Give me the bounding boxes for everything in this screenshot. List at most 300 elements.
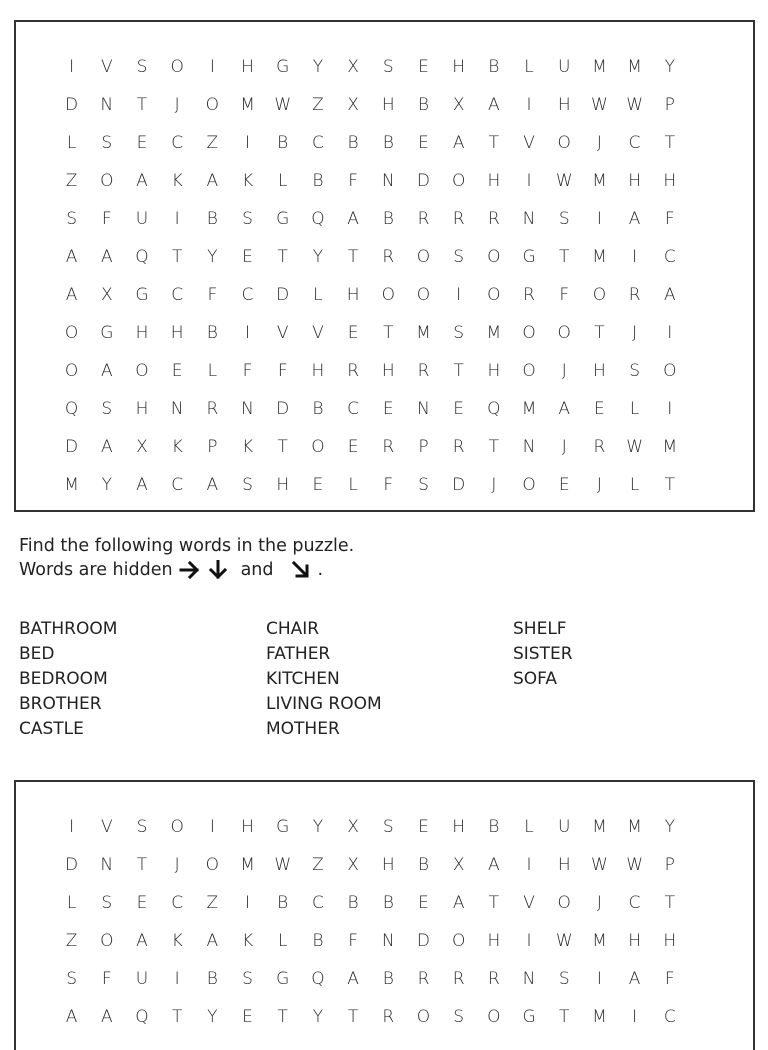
- grid-letter: B: [277, 133, 289, 153]
- grid-letter: Y: [664, 817, 675, 837]
- grid-letter: X: [136, 437, 148, 457]
- grid-letter: D: [276, 399, 290, 419]
- grid-letter: N: [522, 969, 536, 989]
- grid-letter: F: [559, 285, 570, 305]
- letter-grid: [54, 56, 687, 512]
- grid-letter: E: [347, 437, 359, 457]
- grid-letter: A: [100, 247, 113, 267]
- grid-letter: I: [174, 209, 180, 229]
- grid-letter: H: [452, 57, 466, 77]
- word-item: BED: [19, 644, 55, 664]
- grid-letter: F: [383, 475, 394, 495]
- word-item: SOFA: [513, 669, 558, 689]
- grid-letter: E: [242, 1007, 253, 1027]
- grid-letter: S: [101, 893, 113, 913]
- grid-letter: O: [416, 247, 431, 267]
- grid-letter: I: [245, 323, 251, 343]
- grid-letter: H: [241, 57, 254, 77]
- grid-letter: A: [65, 1007, 78, 1027]
- grid-letter: B: [382, 969, 394, 989]
- grid-letter: X: [452, 95, 465, 115]
- grid-letter: U: [135, 969, 149, 989]
- grid-letter: T: [136, 95, 148, 115]
- grid-letter: Y: [312, 817, 324, 837]
- grid-letter: S: [418, 475, 429, 495]
- grid-letter: T: [453, 361, 464, 381]
- grid-letter: N: [381, 931, 395, 951]
- instructions-line-2: [19, 558, 354, 582]
- grid-letter: A: [206, 475, 219, 495]
- grid-letter: D: [65, 437, 79, 457]
- grid-letter: M: [521, 399, 537, 419]
- grid-letter: S: [66, 209, 77, 229]
- grid-letter: H: [452, 817, 466, 837]
- grid-letter: Q: [487, 399, 501, 419]
- grid-letter: L: [277, 171, 288, 191]
- grid-letter: E: [418, 817, 429, 837]
- grid-letter: A: [663, 285, 676, 305]
- grid-letter: H: [135, 323, 149, 343]
- word-list-column-3: [513, 617, 573, 692]
- grid-letter: B: [382, 893, 394, 913]
- grid-letter: S: [101, 133, 113, 153]
- grid-letter: R: [347, 361, 359, 381]
- grid-letter: M: [592, 817, 607, 837]
- grid-letter: G: [522, 1007, 536, 1027]
- grid-letter: O: [64, 361, 79, 381]
- grid-letter: A: [347, 209, 359, 229]
- word-item: BROTHER: [19, 694, 102, 714]
- word-list-column-2: [266, 617, 382, 742]
- grid-letter: A: [488, 855, 500, 875]
- grid-row: [54, 892, 687, 930]
- grid-letter: H: [487, 171, 501, 191]
- grid-letter: L: [207, 361, 218, 381]
- grid-letter: G: [522, 247, 536, 267]
- grid-letter: J: [174, 95, 180, 115]
- word-item: BATHROOM: [19, 619, 118, 639]
- grid-row: [54, 284, 687, 322]
- word-item: LIVING ROOM: [266, 694, 382, 714]
- grid-letter: F: [348, 171, 358, 191]
- grid-letter: S: [242, 969, 253, 989]
- grid-letter: A: [206, 931, 219, 951]
- grid-letter: A: [452, 893, 465, 913]
- grid-letter: G: [276, 209, 290, 229]
- grid-letter: E: [418, 133, 429, 153]
- grid-letter: J: [174, 855, 180, 875]
- grid-letter: I: [526, 931, 532, 951]
- grid-letter: M: [64, 475, 79, 495]
- grid-letter: S: [242, 475, 253, 495]
- grid-letter: F: [664, 209, 675, 229]
- down-arrow-icon: [207, 560, 229, 580]
- grid-letter: O: [170, 817, 184, 837]
- grid-letter: R: [628, 285, 641, 305]
- grid-letter: B: [347, 893, 359, 913]
- grid-letter: A: [100, 437, 113, 457]
- word-item: SISTER: [513, 644, 573, 664]
- grid-letter: A: [347, 969, 359, 989]
- grid-letter: B: [417, 855, 430, 875]
- grid-letter: H: [311, 361, 325, 381]
- grid-letter: I: [632, 247, 638, 267]
- grid-letter: N: [522, 437, 536, 457]
- grid-letter: T: [347, 1007, 359, 1027]
- grid-row: [54, 816, 687, 854]
- grid-letter: I: [596, 209, 602, 229]
- grid-letter: B: [312, 399, 324, 419]
- grid-row: [54, 132, 687, 170]
- grid-letter: W: [626, 437, 643, 457]
- grid-letter: R: [452, 969, 465, 989]
- grid-letter: J: [561, 437, 567, 457]
- grid-letter: Z: [65, 171, 78, 191]
- grid-letter: O: [592, 285, 607, 305]
- word-item: MOTHER: [266, 719, 340, 739]
- grid-letter: Q: [311, 209, 325, 229]
- grid-letter: O: [487, 1007, 501, 1027]
- grid-letter: K: [171, 437, 183, 457]
- grid-letter: M: [627, 57, 642, 77]
- grid-letter: J: [561, 361, 567, 381]
- grid-letter: M: [627, 817, 642, 837]
- grid-letter: S: [453, 323, 465, 343]
- grid-letter: D: [276, 285, 290, 305]
- grid-letter: Q: [311, 969, 325, 989]
- grid-letter: A: [206, 171, 219, 191]
- grid-row: [54, 930, 687, 968]
- grid-letter: E: [136, 133, 148, 153]
- grid-letter: V: [100, 817, 113, 837]
- grid-letter: H: [381, 95, 395, 115]
- grid-letter: R: [382, 247, 395, 267]
- instructions-text: Find the following words in the puzzle.: [19, 536, 355, 556]
- grid-letter: E: [136, 893, 148, 913]
- grid-letter: K: [241, 437, 254, 457]
- grid-letter: M: [592, 57, 607, 77]
- grid-letter: Y: [312, 1007, 324, 1027]
- grid-letter: G: [276, 969, 290, 989]
- grid-letter: O: [522, 361, 536, 381]
- grid-row: [54, 436, 687, 474]
- grid-letter: R: [487, 209, 500, 229]
- grid-letter: N: [100, 855, 114, 875]
- grid-letter: L: [66, 893, 77, 913]
- grid-letter: G: [276, 817, 290, 837]
- grid-letter: A: [65, 247, 78, 267]
- grid-letter: B: [347, 133, 359, 153]
- grid-row: [54, 322, 687, 360]
- grid-letter: X: [347, 57, 359, 77]
- grid-letter: Y: [101, 475, 112, 495]
- grid-letter: K: [241, 931, 254, 951]
- grid-letter: S: [382, 57, 394, 77]
- grid-letter: S: [382, 817, 394, 837]
- grid-letter: E: [382, 399, 394, 419]
- instructions-text: .: [317, 560, 324, 580]
- grid-letter: A: [136, 475, 148, 495]
- grid-letter: F: [277, 361, 288, 381]
- grid-letter: V: [523, 133, 535, 153]
- grid-letter: T: [383, 323, 394, 343]
- grid-letter: W: [274, 95, 292, 115]
- grid-letter: O: [416, 1007, 431, 1027]
- grid-letter: I: [526, 95, 532, 115]
- grid-letter: R: [417, 361, 430, 381]
- grid-letter: O: [451, 171, 466, 191]
- grid-letter: B: [417, 95, 430, 115]
- grid-letter: T: [664, 475, 675, 495]
- grid-letter: H: [135, 399, 149, 419]
- grid-letter: Q: [135, 1007, 149, 1027]
- grid-letter: M: [486, 323, 502, 343]
- grid-letter: B: [277, 893, 289, 913]
- letter-grid: [54, 816, 687, 1044]
- grid-letter: T: [277, 437, 288, 457]
- grid-letter: E: [418, 57, 429, 77]
- grid-letter: E: [242, 247, 253, 267]
- grid-letter: B: [312, 931, 324, 951]
- grid-letter: S: [629, 361, 640, 381]
- grid-letter: O: [663, 361, 677, 381]
- grid-letter: C: [628, 893, 641, 913]
- grid-letter: T: [347, 247, 359, 267]
- grid-letter: N: [241, 399, 254, 419]
- grid-letter: R: [452, 209, 465, 229]
- grid-row: [54, 1006, 687, 1044]
- grid-letter: X: [452, 855, 465, 875]
- grid-letter: T: [488, 437, 500, 457]
- grid-letter: B: [382, 133, 394, 153]
- grid-letter: L: [524, 57, 534, 77]
- grid-letter: N: [170, 399, 184, 419]
- grid-letter: Z: [206, 133, 219, 153]
- grid-letter: B: [488, 817, 500, 837]
- grid-letter: C: [311, 893, 324, 913]
- grid-letter: N: [381, 171, 395, 191]
- grid-letter: G: [135, 285, 149, 305]
- grid-letter: J: [491, 475, 497, 495]
- grid-letter: P: [418, 437, 429, 457]
- grid-letter: K: [241, 171, 254, 191]
- grid-letter: W: [591, 95, 608, 115]
- grid-letter: B: [312, 171, 324, 191]
- grid-letter: R: [382, 1007, 395, 1027]
- grid-letter: T: [171, 1007, 183, 1027]
- grid-letter: A: [136, 171, 148, 191]
- grid-letter: A: [628, 969, 641, 989]
- grid-letter: O: [557, 893, 571, 913]
- grid-letter: L: [348, 475, 358, 495]
- grid-letter: O: [522, 475, 536, 495]
- grid-letter: L: [66, 133, 77, 153]
- grid-letter: D: [65, 95, 79, 115]
- grid-letter: T: [488, 893, 500, 913]
- grid-letter: A: [100, 1007, 113, 1027]
- word-item: CASTLE: [19, 719, 84, 739]
- grid-letter: Y: [207, 247, 218, 267]
- grid-letter: I: [667, 323, 673, 343]
- grid-letter: C: [241, 285, 254, 305]
- grid-letter: S: [101, 399, 113, 419]
- grid-row: [54, 208, 687, 246]
- grid-letter: H: [381, 855, 395, 875]
- grid-letter: H: [487, 931, 501, 951]
- grid-letter: U: [557, 57, 571, 77]
- grid-letter: O: [557, 133, 571, 153]
- grid-letter: C: [171, 475, 184, 495]
- grid-letter: I: [174, 969, 180, 989]
- grid-letter: I: [209, 57, 215, 77]
- grid-letter: S: [66, 969, 77, 989]
- grid-letter: T: [594, 323, 605, 343]
- grid-letter: O: [416, 285, 431, 305]
- grid-letter: O: [487, 247, 501, 267]
- grid-letter: O: [170, 57, 184, 77]
- grid-letter: B: [206, 209, 218, 229]
- grid-letter: W: [555, 171, 573, 191]
- grid-letter: E: [418, 893, 429, 913]
- grid-letter: H: [170, 323, 184, 343]
- grid-letter: I: [456, 285, 462, 305]
- grid-letter: S: [558, 209, 570, 229]
- grid-letter: P: [207, 437, 218, 457]
- grid-letter: C: [628, 133, 641, 153]
- grid-letter: T: [277, 1007, 288, 1027]
- grid-letter: R: [487, 969, 500, 989]
- grid-letter: A: [100, 361, 113, 381]
- grid-letter: O: [487, 285, 501, 305]
- grid-letter: H: [593, 361, 606, 381]
- grid-row: [54, 246, 687, 284]
- grid-row: [54, 474, 687, 512]
- grid-letter: Y: [312, 57, 324, 77]
- word-item: CHAIR: [266, 619, 320, 639]
- grid-letter: I: [526, 855, 532, 875]
- grid-letter: C: [171, 285, 184, 305]
- grid-letter: M: [592, 247, 607, 267]
- grid-letter: P: [664, 855, 675, 875]
- grid-letter: I: [596, 969, 602, 989]
- puzzle-grid-copy: [14, 780, 755, 1050]
- grid-letter: C: [663, 1007, 676, 1027]
- grid-letter: S: [136, 817, 148, 837]
- grid-letter: G: [100, 323, 114, 343]
- grid-letter: Y: [664, 57, 675, 77]
- grid-letter: O: [100, 931, 114, 951]
- grid-letter: A: [628, 209, 641, 229]
- grid-letter: T: [664, 893, 675, 913]
- grid-letter: O: [64, 323, 79, 343]
- grid-letter: D: [416, 931, 431, 951]
- grid-letter: C: [171, 893, 184, 913]
- grid-letter: O: [381, 285, 395, 305]
- grid-letter: H: [557, 855, 571, 875]
- grid-letter: P: [664, 95, 675, 115]
- grid-letter: H: [663, 171, 677, 191]
- grid-letter: Q: [64, 399, 79, 419]
- grid-letter: O: [205, 95, 220, 115]
- grid-letter: H: [628, 931, 641, 951]
- instructions: [19, 534, 354, 582]
- grid-letter: A: [488, 95, 500, 115]
- grid-letter: Z: [206, 893, 219, 913]
- grid-letter: D: [65, 855, 79, 875]
- grid-letter: I: [526, 171, 532, 191]
- grid-letter: T: [559, 1007, 570, 1027]
- grid-letter: O: [522, 323, 536, 343]
- grid-letter: A: [452, 133, 465, 153]
- grid-letter: M: [592, 171, 607, 191]
- grid-row: [54, 170, 687, 208]
- grid-row: [54, 854, 687, 892]
- grid-letter: J: [596, 475, 602, 495]
- grid-letter: N: [100, 95, 114, 115]
- grid-letter: E: [594, 399, 605, 419]
- grid-letter: X: [100, 285, 113, 305]
- grid-letter: U: [135, 209, 149, 229]
- grid-letter: I: [209, 817, 215, 837]
- grid-row: [54, 56, 687, 94]
- grid-letter: H: [663, 931, 677, 951]
- grid-letter: J: [632, 323, 638, 343]
- grid-letter: B: [382, 209, 394, 229]
- grid-letter: J: [596, 893, 602, 913]
- grid-letter: L: [629, 475, 640, 495]
- word-item: SHELF: [513, 619, 567, 639]
- grid-letter: C: [347, 399, 360, 419]
- grid-letter: A: [65, 285, 78, 305]
- grid-letter: W: [591, 855, 608, 875]
- grid-letter: O: [451, 931, 466, 951]
- grid-letter: S: [453, 247, 465, 267]
- grid-row: [54, 398, 687, 436]
- grid-letter: B: [206, 969, 218, 989]
- grid-letter: H: [381, 361, 395, 381]
- grid-letter: R: [452, 437, 465, 457]
- grid-letter: R: [382, 437, 395, 457]
- grid-letter: L: [629, 399, 640, 419]
- grid-letter: Y: [207, 1007, 218, 1027]
- grid-letter: W: [626, 855, 643, 875]
- grid-letter: W: [274, 855, 292, 875]
- grid-letter: F: [101, 209, 112, 229]
- grid-letter: B: [206, 323, 218, 343]
- grid-letter: R: [206, 399, 219, 419]
- grid-letter: M: [662, 437, 678, 457]
- grid-letter: S: [136, 57, 148, 77]
- grid-letter: E: [171, 361, 183, 381]
- grid-letter: M: [416, 323, 431, 343]
- grid-row: [54, 968, 687, 1006]
- instructions-text: and: [240, 560, 274, 580]
- grid-letter: H: [557, 95, 571, 115]
- word-list-column-1: [19, 617, 117, 742]
- down-right-arrow-icon: [290, 560, 312, 580]
- grid-letter: C: [663, 247, 676, 267]
- grid-letter: T: [559, 247, 570, 267]
- word-item: FATHER: [266, 644, 331, 664]
- grid-letter: E: [453, 399, 465, 419]
- grid-letter: T: [488, 133, 500, 153]
- grid-letter: V: [276, 323, 289, 343]
- grid-letter: O: [205, 855, 220, 875]
- grid-letter: S: [453, 1007, 465, 1027]
- grid-letter: N: [417, 399, 430, 419]
- grid-letter: I: [632, 1007, 638, 1027]
- grid-letter: R: [593, 437, 606, 457]
